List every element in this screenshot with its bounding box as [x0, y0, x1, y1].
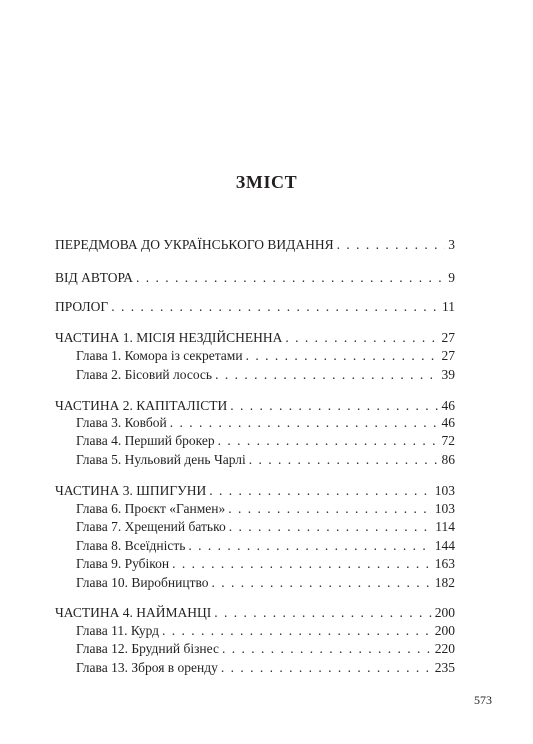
toc-entry-label: Глава 5. Нульовий день Чарлі — [76, 452, 246, 467]
toc-leader-dots — [162, 622, 432, 640]
toc-entry-label: Глава 11. Курд — [76, 623, 160, 638]
page-number: 573 — [474, 693, 492, 707]
toc-entry-chapter-13 — [76, 659, 455, 677]
toc-entry-page: 103 — [434, 483, 455, 498]
toc-entry-chapter-3 — [76, 414, 455, 432]
toc-leader-dots — [230, 397, 438, 415]
toc-entry-chapter-8 — [76, 537, 455, 555]
toc-entry-chapter-1 — [76, 347, 455, 365]
toc-entry-chapter-10 — [76, 574, 455, 592]
toc-entry-label: Глава 7. Хрещений батько — [76, 519, 226, 534]
toc-entry-label: Глава 10. Виробництво — [76, 575, 209, 590]
toc-entry-chapter-2 — [76, 366, 455, 384]
toc-entry-prologue — [55, 298, 455, 316]
toc-entry-label: Глава 4. Перший брокер — [76, 433, 215, 448]
toc-entry-label: Глава 8. Всеїдність — [76, 538, 186, 553]
toc-entry-page: 220 — [434, 641, 455, 656]
toc-entry-page: 39 — [441, 367, 455, 382]
toc-entry-page: 27 — [441, 330, 455, 345]
toc-entry-page: 200 — [434, 623, 455, 638]
toc-entry-page: 103 — [434, 501, 455, 516]
toc-entry-label: Глава 3. Ковбой — [76, 415, 167, 430]
toc-leader-dots — [222, 640, 432, 658]
toc-entry-page: 200 — [434, 605, 455, 620]
toc-entry-label: ВІД АВТОРА — [55, 270, 134, 285]
toc-entry-label: Глава 1. Комора із секретами — [76, 348, 243, 363]
toc-entry-chapter-5 — [76, 451, 455, 469]
toc-entry-part-3 — [55, 482, 455, 500]
toc-leader-dots — [285, 329, 438, 347]
toc-entry-page: 235 — [434, 660, 455, 675]
toc-leader-dots — [214, 604, 432, 622]
toc-entry-part-2 — [55, 397, 455, 415]
toc-entry-page: 182 — [434, 575, 455, 590]
toc-entry-label: Глава 13. Зброя в оренду — [76, 660, 218, 675]
toc-leader-dots — [249, 451, 439, 469]
toc-entry-page: 114 — [435, 519, 455, 534]
toc-entry-label: Глава 9. Рубікон — [76, 556, 170, 571]
toc-entry-chapter-6 — [76, 500, 455, 518]
toc-entry-label: ПЕРЕДМОВА ДО УКРАЇНСЬКОГО ВИДАННЯ — [55, 237, 334, 252]
toc-entry-author-note — [55, 269, 455, 287]
toc-leader-dots — [337, 236, 446, 254]
toc-entry-chapter-9 — [76, 555, 455, 573]
toc-entry-page: 11 — [442, 299, 455, 314]
toc-entry-page: 46 — [441, 398, 455, 413]
toc-entry-label: ПРОЛОГ — [55, 299, 109, 314]
toc-entry-page: 86 — [441, 452, 455, 467]
toc-leader-dots — [209, 482, 432, 500]
toc-entry-label: Глава 2. Бісовий лосось — [76, 367, 213, 382]
toc-leader-dots — [136, 269, 445, 287]
toc-leader-dots — [229, 518, 433, 536]
toc-leader-dots — [218, 432, 439, 450]
toc-entry-preface — [55, 236, 455, 254]
toc-leader-dots — [172, 555, 432, 573]
toc-entry-chapter-11 — [76, 622, 455, 640]
toc-leader-dots — [170, 414, 439, 432]
toc-leader-dots — [246, 347, 439, 365]
toc-leader-dots — [212, 574, 432, 592]
toc-entry-label: Глава 6. Проєкт «Ганмен» — [76, 501, 226, 516]
toc-entry-page: 72 — [441, 433, 455, 448]
toc-leader-dots — [228, 500, 432, 518]
toc-entry-page: 3 — [448, 237, 455, 252]
toc-entry-page: 46 — [441, 415, 455, 430]
toc-entry-chapter-4 — [76, 432, 455, 450]
toc-leader-dots — [221, 659, 432, 677]
toc-entry-label: ЧАСТИНА 1. МІСІЯ НЕЗДІЙСНЕННА — [55, 330, 283, 345]
toc-entry-chapter-12 — [76, 640, 455, 658]
toc-entry-label: ЧАСТИНА 2. КАПІТАЛІСТИ — [55, 398, 228, 413]
toc-entry-chapter-7 — [76, 518, 455, 536]
toc-leader-dots — [215, 366, 438, 384]
toc-title: ЗМІСТ — [235, 172, 298, 192]
toc-entry-page: 144 — [434, 538, 455, 553]
toc-entry-page: 163 — [434, 556, 455, 571]
toc-entry-label: Глава 12. Брудний бізнес — [76, 641, 219, 656]
toc-entry-part-1 — [55, 329, 455, 347]
toc-entry-page: 9 — [448, 270, 455, 285]
toc-leader-dots — [111, 298, 439, 316]
toc-entry-label: ЧАСТИНА 4. НАЙМАНЦІ — [55, 605, 212, 620]
toc-entry-part-4 — [55, 604, 455, 622]
toc-entry-label: ЧАСТИНА 3. ШПИГУНИ — [55, 483, 207, 498]
toc-leader-dots — [188, 537, 431, 555]
toc-entry-page: 27 — [441, 348, 455, 363]
